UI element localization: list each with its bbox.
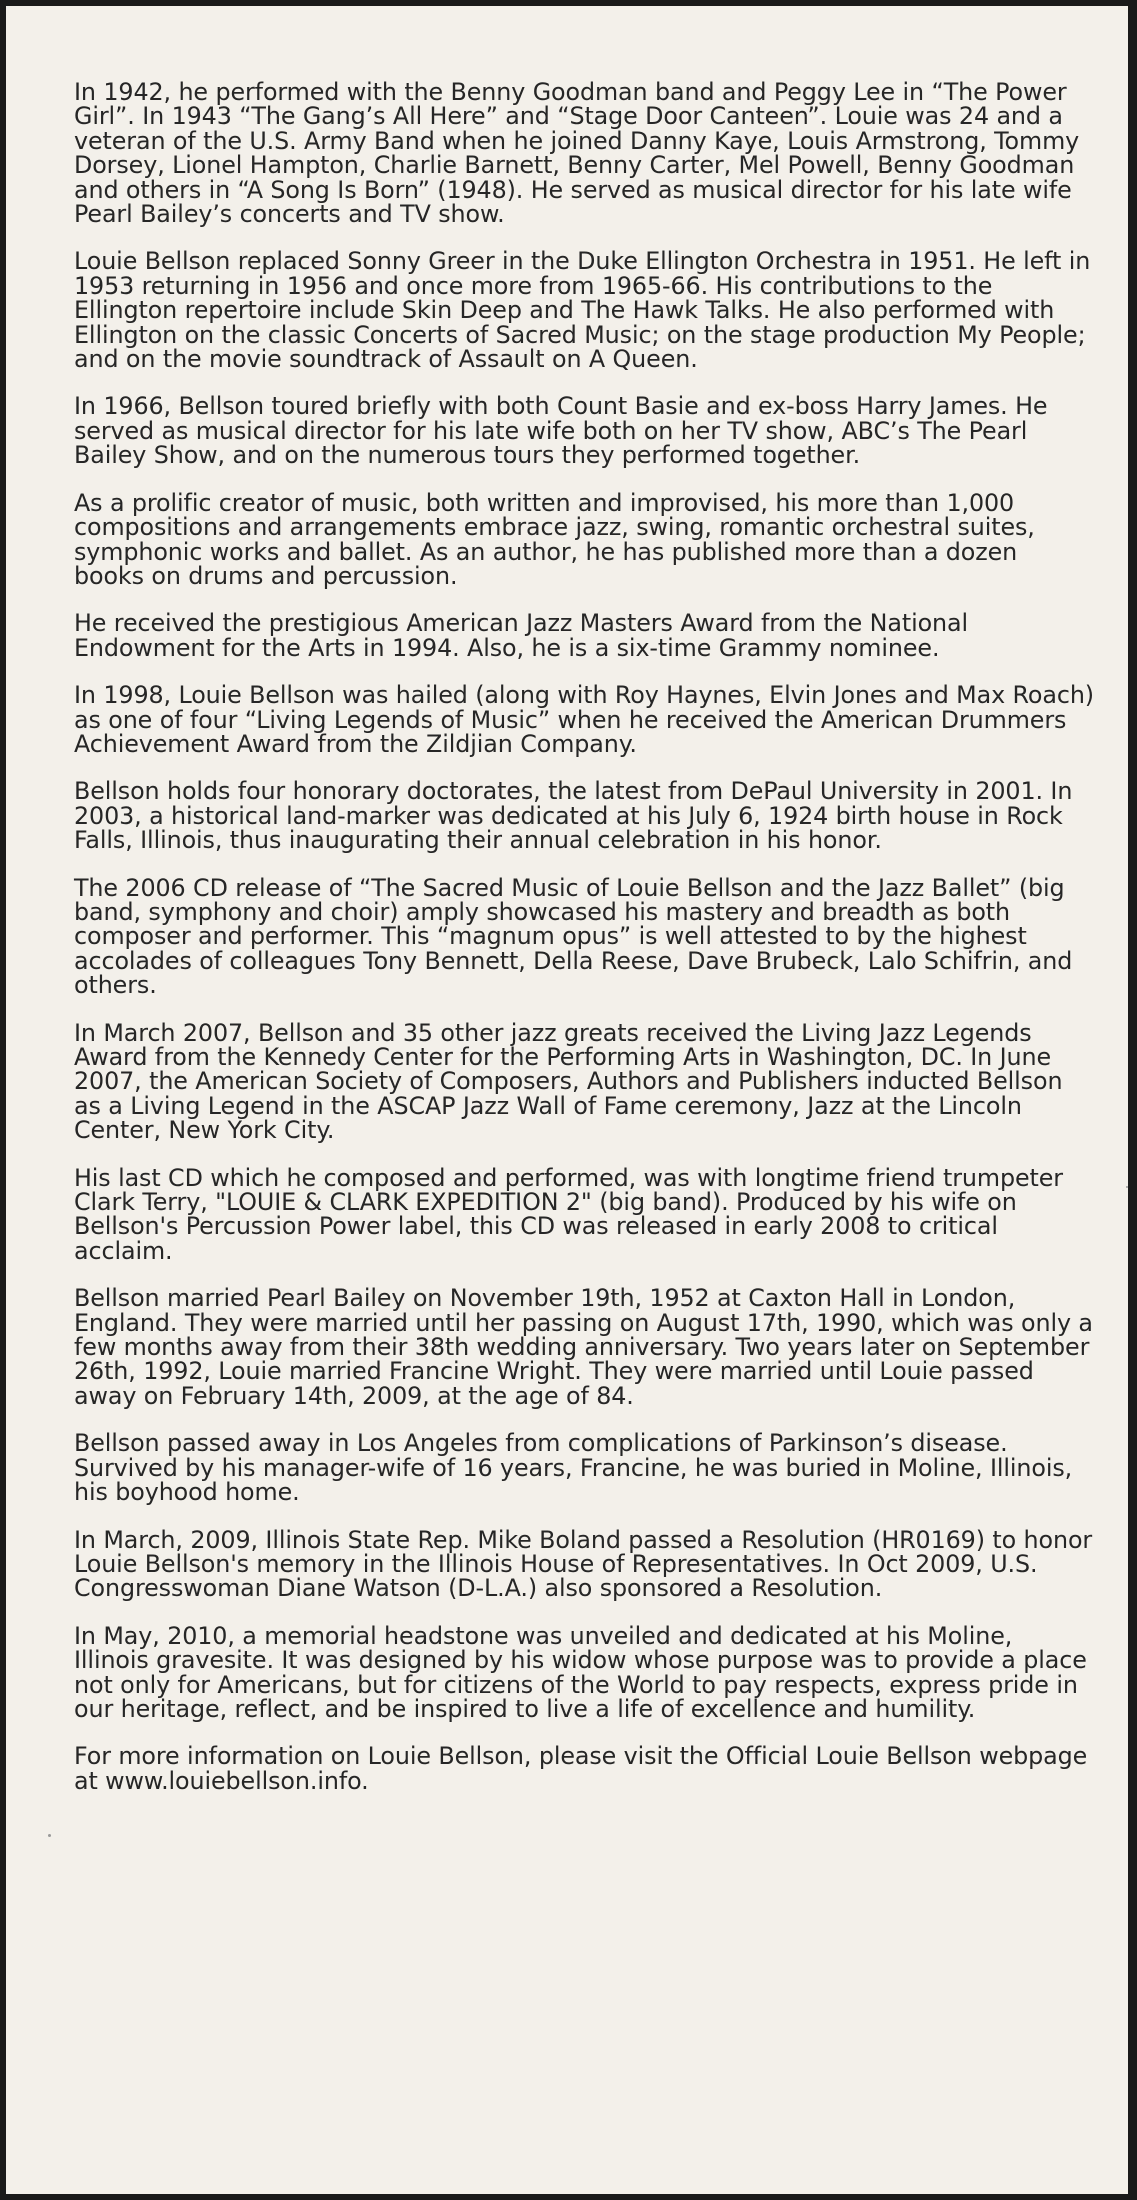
paragraph-passing: Bellson passed away in Los Angeles from complications of Parkinson’s disease. Survived by his manager-wife of 16 years, Francine, he was buried in Moline, Illinois, his boyhood home.: [74, 1429, 1073, 1507]
scan-speck: [1126, 1186, 1128, 1188]
paragraph-more-info: For more information on Louie Bellson, please visit the Official Louie Bellson webpage at www.louiebellson.info.: [74, 1742, 1088, 1795]
paragraph-marriage: Bellson married Pearl Bailey on November 19th, 1952 at Caxton Hall in London, England. They were married until her passing on August 17th, 1990, which was only a few months away from their 38th wedding anniversary. Two years later on September 26th, 1992, Louie married Francine Wright. They were married until Louie passed away on February 14th, 2009, at the age of 84.: [74, 1284, 1093, 1410]
paragraph-1942-films: In 1942, he performed with the Benny Goodman band and Peggy Lee in “The Power Girl”. In 1943 “The Gang’s All Here” and “Stage Door Canteen”. Louie was 24 and a veteran of the U.S. Army Band when he joined Danny Kaye, Louis Armstrong, Tommy Dorsey, Lionel Hampton, Charlie Barnett, Benny Carter, Mel Powell, Benny Goodman and others in “A Song Is Born” (1948). He served as musical director for his late wife Pearl Bailey’s concerts and TV show.: [74, 78, 1080, 229]
paragraph-jazz-masters: He received the prestigious American Jazz Masters Award from the National Endowment for the Arts in 1994. Also, he is a six-time Grammy nominee.: [74, 609, 969, 662]
scan-speck: [48, 1834, 51, 1837]
paragraph-compositions: As a prolific creator of music, both written and improvised, his more than 1,000 compositions and arrangements embrace jazz, swing, romantic orchestral suites, symphonic works and ballet. As an author, he has published more than a dozen books on drums and percussion.: [74, 488, 1035, 590]
paragraph-ellington: Louie Bellson replaced Sonny Greer in the Duke Ellington Orchestra in 1951. He left in 1953 returning in 1956 and once more from 1965-66. His contributions to the Ellington repertoire include Skin Deep and The Hawk Talks. He also performed with Ellington on the classic Concerts of Sacred Music; on the stage production My People; and on the movie soundtrack of Assault on A Queen.: [74, 247, 1091, 374]
paragraph-resolution: In March, 2009, Illinois State Rep. Mike Boland passed a Resolution (HR0169) to honor Louie Bellson's memory in the Illinois House of Representatives. In Oct 2009, U.S. Congresswoman Diane Watson (D-L.A.) also sponsored a Resolution.: [74, 1525, 1093, 1603]
scan-edge-mark: [0, 1446, 4, 1468]
paragraph-last-cd: His last CD which he composed and performed, was with longtime friend trumpeter Clark Terry, "LOUIE & CLARK EXPEDITION 2" (big band). Produced by his wife on Bellson's Percussion Power label, this CD was released in early 2008 to critical acclaim.: [74, 1163, 1063, 1265]
document-page: [6, 6, 1128, 2194]
paragraph-living-legends: In 1998, Louie Bellson was hailed (along with Roy Haynes, Elvin Jones and Max Roach) as one of four “Living Legends of Music” when he received the American Drummers Achievement Award from the Zildjian Company.: [74, 681, 1094, 758]
paragraph-doctorates: Bellson holds four honorary doctorates, the latest from DePaul University in 2001. In 2003, a historical land-marker was dedicated at his July 6, 1924 birth house in Rock Falls, Illinois, thus inaugurating their annual celebration in his honor.: [74, 777, 1073, 855]
paragraph-2007-awards: In March 2007, Bellson and 35 other jazz greats received the Living Jazz Legends Award from the Kennedy Center for the Performing Arts in Washington, DC. In June 2007, the American Society of Composers, Authors and Publishers inducted Bellson as a Living Legend in the ASCAP Jazz Wall of Fame ceremony, Jazz at the Lincoln Center, New York City.: [74, 1018, 1063, 1145]
paragraph-1966-tours: In 1966, Bellson toured briefly with both Count Basie and ex-boss Harry James. He served as musical director for his late wife both on her TV show, ABC’s The Pearl Bailey Show, and on the numerous tours they performed together.: [74, 392, 1048, 470]
paragraph-headstone: In May, 2010, a memorial headstone was unveiled and dedicated at his Moline, Illinois gravesite. It was designed by his widow whose purpose was to provide a place not only for Americans, but for citizens of the World to pay respects, express pride in our heritage, reflect, and be inspired to live a life of excellence and humility.: [74, 1621, 1087, 1723]
paragraph-sacred-music: The 2006 CD release of “The Sacred Music of Louie Bellson and the Jazz Ballet” (big band, symphony and choir) amply showcased his mastery and breadth as both composer and performer. This “magnum opus” is well attested to by the highest accolades of colleagues Tony Bennett, Della Reese, Dave Brubeck, Lalo Schifrin, and others.: [74, 873, 1073, 1000]
body-text: [74, 80, 1094, 1816]
